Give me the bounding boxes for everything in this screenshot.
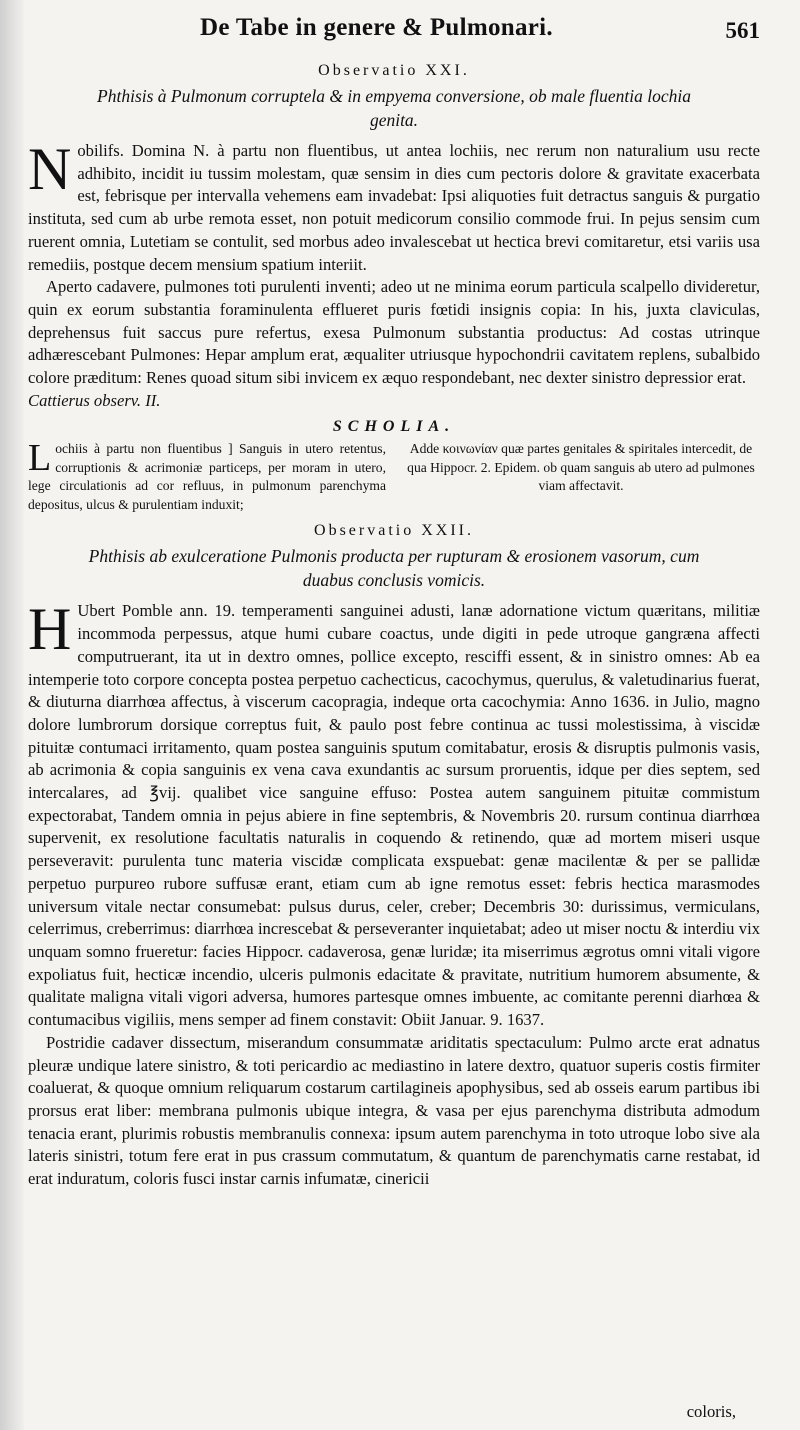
paragraph-text: Ubert Pomble ann. 19. temperamenti sanguinei adusti, lanæ adornatione victum quæritans, militiæ incommoda perpessus, atque humi cubare coactus, unde digiti in pede utroque gangræna affecti computruerant, ita ut in dextro omnes, pollice excepto, resciffi essent, & in sinistro omnes: Ab ea intemperie toto corpore concepta postea perpetuo cachecticus, cacochymus, querulus, & valetudinarius fuerat, & diuturna diarrhœa affectus, à viscerum cacopragia, indeque orta cacochymia: Anno 1636. in Julio, magno dolore lumbrorum dorsique correptus fuit, & paulo post febre continua ac tussi molestissima, à viscidæ pituitæ contumaci irritamento, quam postea sanguinis sputum comitabatur, erosis & disruptis pulmonis vasis, ab acrimonia & copia sanguinis ex vena cava exundantis ac sursum proruentis, idque per dies septem, sed intercalares, ad ℥vij. qualibet vice sanguine effuso: Postea autem sanguinem pituitæ commistum expectorabat, Tandem omnia in pejus abiere in fine septembris, & Novembris 20. rursum continua diarrhœa supervenit, ex resolutione facultatis naturalis in coquendo & retinendo, quæ ad mortem miseri usque perseveravit: purulenta tunc materia viscidæ complicata exspuebat: genæ macilentæ & per se pallidæ perpetuo purpureo rubore suffusæ erant, etiam cum ab igne remotus esset: febris hectica marasmodes universum vitale nectar consumebat: pulsus durus, celer, creber; Decembris 30: durissimus, vermiculans, celerrimus, creberrimus: diarrhœa increscebat & perseveranter inquietabat; adeo ut miser noctu & interdiu vix unquam somno frueretur: facies Hippocr. cadaverosa, genæ luridæ; ita miserrimus ægrotus omni vitali vigore expoliatus fuit, hecticæ incendio, ulceris pulmonis edacitate & pravitate, nutritium humorem absumente, & qualitate maligna vitali vigori adversa, humores partesque omnes imbuente, ac comitante perenni diarhœa & contumacibus vigiliis, mens semper ad finem constavit: Obiit Januar. 9. 1637. (28, 601, 760, 1030)
drop-cap: H (28, 596, 72, 663)
scholia-left-text: ochiis à partu non fluentibus ] Sanguis in utero retentus, corruptionis & acrimoniæ particeps, per moram in utero, lege circulationis ad cor refluus, in pulmonum parenchyma depositus, ulcus & purulentiam induxit; (28, 441, 386, 512)
page-content (28, 60, 760, 1191)
scholia-left-column (28, 437, 386, 514)
observation-22-subtitle: Phthisis ab exulceratione Pulmonis producta per rupturam & erosionem vasorum, cum duabus conclusis vomicis. (88, 546, 700, 591)
page-gutter-shadow (0, 0, 24, 1430)
paragraph-text: Postridie cadaver dissectum, miserandum consummatæ ariditatis spectaculum: Pulmo arcte erat adnatus pleuræ undique latere sinistro, & toti pericardio ac mediastino in latere dextro, quatuor superis costis firmiter coaluerat, & quoque omnium reliquarum costarum cartilagineis apophysibus, sed ab osseis earum partibus ibi prorsus erat liber: membrana pulmonis ubique integra, & vasa per ejus parenchyma distributa admodum tenacia erant, plurimis robustis membranulis connexa: ipsum autem parenchyma in toto utroque lobo sive ala lateris sinistri, totum fere erat in pus crassum commutatum, & quantum de parenchymatis carne restabat, id erat induratum, coloris fusci instar carnis infumatæ, cinericii (28, 1032, 760, 1189)
scholia-drop-cap: L (28, 437, 52, 480)
observation-21-paragraph-2 (28, 276, 760, 390)
observation-21-paragraph-1 (28, 136, 760, 276)
observation-21-subtitle: Phthisis à Pulmonum corruptela & in empyema conversione, ob male fluentia lochia genita. (97, 86, 691, 130)
paragraph-text: obilifs. Domina N. à partu non fluentibus, ut antea lochiis, nec rerum non naturalium usu recte adhibito, incidit iu tussim molestam, quæ sensim in dies cum pectoris dolore & gravitate exacerbata est, febrisque per intervalla vehemens eam invadebat: Ipsi aliquoties fuit detractus sanguis & purgatio instituta, sed cum ab urbe remota esset, non potuit medicorum consilio commode frui. In pejus sensim cum ruerent omnia, Lutetiam se contulit, sed morbus adeo invalescebat ut hectica brevi comitaretur, etsi variis usa remediis, postque decem mensium spatium interiit. (28, 141, 760, 274)
catchword: coloris, (686, 1402, 736, 1421)
observation-22-title: Observatio XXII. (314, 522, 474, 540)
observation-21-title: Observatio XXI. (318, 62, 470, 79)
observation-21-citation: Cattierus observ. II. (28, 390, 161, 410)
scholia-right-column (402, 440, 760, 514)
paragraph-text: Aperto cadavere, pulmones toti purulenti inventi; adeo ut ne minima eorum particula scalpello divideretur, quin ex eorum substantia foraminulenta efflueret puris fœtidi insignis copia: In his, juxta claviculas, deprehensus fuit saccus pure refertus, exesa Pulmonum substantia productus: Ad costas utrinque adhærescebant Pulmones: Hepar amplum erat, æqualiter utriusque hypochondrii cavitatem replens, subalbido colore præditum: Renes quoad situm sibi invicem ex æquo respondebant, nec dexter sinistro depressior erat. (28, 277, 760, 388)
scholia-columns (28, 437, 760, 514)
observation-22-paragraph-1 (28, 596, 760, 1031)
scholia-right-text: Adde κοινωνίαν quæ partes genitales & spiritales intercedit, de qua Hippocr. 2. Epidem. ob quam sanguis ab utero ad pulmones viam affectavit. (407, 441, 755, 494)
scholia-title: SCHOLIA. (332, 418, 456, 436)
drop-cap: N (28, 136, 72, 202)
running-title: De Tabe in genere & Pulmonari. (200, 14, 553, 41)
observation-22-paragraph-2 (28, 1032, 760, 1191)
page-number: 561 (725, 18, 760, 43)
